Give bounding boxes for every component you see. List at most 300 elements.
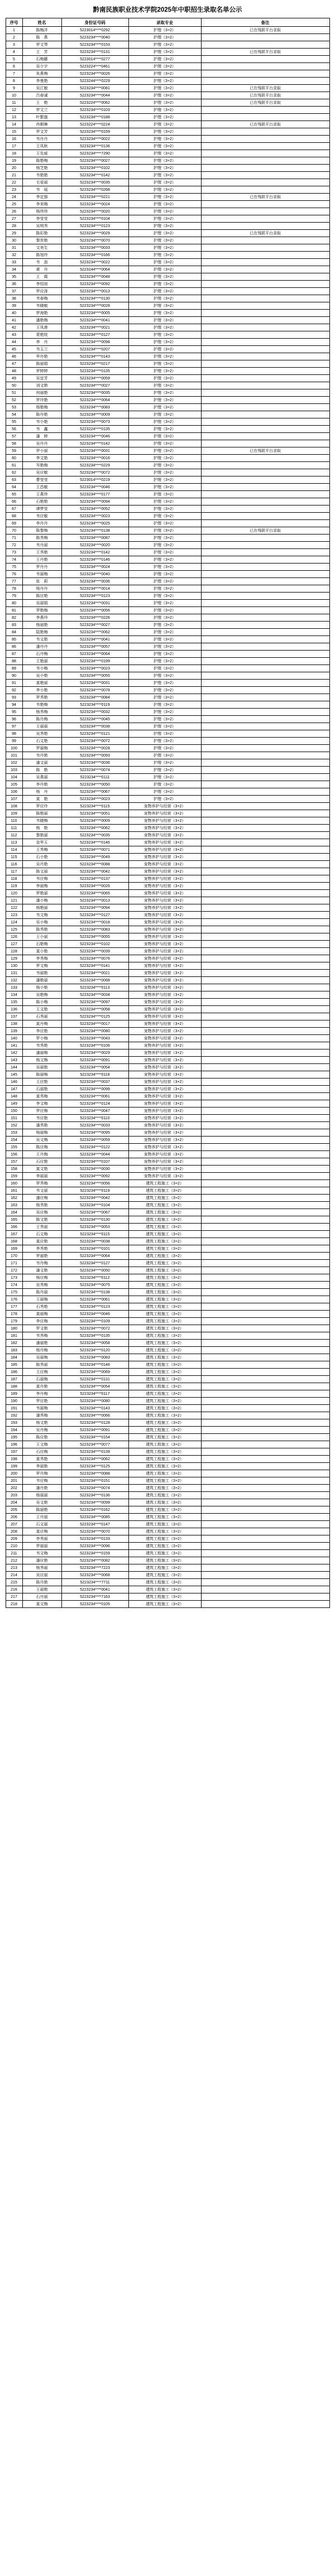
cell-note <box>201 128 329 136</box>
table-row <box>6 1543 329 1550</box>
cell-major: 护理（3+2） <box>128 215 201 223</box>
cell-name: 韦艳梅 <box>22 701 61 709</box>
cell-seq: 104 <box>6 774 22 781</box>
cell-seq: 40 <box>6 310 22 317</box>
table-row <box>6 1412 329 1419</box>
table-row <box>6 346 329 353</box>
cell-note <box>201 1224 329 1231</box>
cell-name: 陈 燕 <box>22 34 61 41</box>
cell-name: 王丹梅 <box>22 1151 61 1158</box>
cell-major: 护理（3+2） <box>128 128 201 136</box>
cell-note <box>201 687 329 694</box>
cell-id: 5223234****0042 <box>61 868 128 875</box>
cell-major: 护理（3+2） <box>128 796 201 803</box>
cell-id: 5223234****0033 <box>61 244 128 252</box>
cell-note <box>201 266 329 273</box>
cell-note <box>201 1448 329 1456</box>
cell-note <box>201 825 329 832</box>
cell-name: 王艳丽 <box>22 658 61 665</box>
cell-major: 宠物养护与经营（3+2） <box>128 933 201 941</box>
cell-id: 5223234****0130 <box>61 295 128 302</box>
cell-seq: 81 <box>6 607 22 614</box>
cell-seq: 15 <box>6 128 22 136</box>
cell-note <box>201 680 329 687</box>
table-row <box>6 875 329 883</box>
cell-note <box>201 1463 329 1470</box>
cell-name: 潘艳梅 <box>22 317 61 324</box>
table-row <box>6 302 329 310</box>
cell-name: 韦小梅 <box>22 665 61 672</box>
cell-note <box>201 1470 329 1477</box>
cell-name: 莫秀梅 <box>22 1093 61 1100</box>
cell-id: 5223234****0111 <box>61 774 128 781</box>
table-row <box>6 491 329 498</box>
cell-name: 韦丹丹 <box>22 136 61 143</box>
cell-major: 宠物养护与经营（3+2） <box>128 1071 201 1078</box>
cell-id: 5223234****0123 <box>61 223 128 230</box>
cell-note <box>201 136 329 143</box>
table-row <box>6 150 329 157</box>
cell-name: 陈丽梅 <box>22 1071 61 1078</box>
cell-id: 5223234****0053 <box>61 1224 128 1231</box>
cell-id: 5223234****0062 <box>61 825 128 832</box>
cell-name: 罗文梅 <box>22 962 61 970</box>
table-row <box>6 143 329 150</box>
cell-major: 护理（3+2） <box>128 136 201 143</box>
cell-seq: 100 <box>6 745 22 752</box>
cell-major: 护理（3+2） <box>128 27 201 34</box>
cell-note <box>201 1499 329 1506</box>
cell-note <box>201 774 329 781</box>
cell-id: 5223234****0074 <box>61 767 128 774</box>
cell-seq: 83 <box>6 622 22 629</box>
cell-major: 宠物养护与经营（3+2） <box>128 919 201 926</box>
table-row <box>6 527 329 535</box>
cell-id: 5223234****0096 <box>61 1543 128 1550</box>
cell-note <box>201 1137 329 1144</box>
cell-name: 金华玉 <box>22 839 61 846</box>
cell-name: 杨丽丽 <box>22 1492 61 1499</box>
cell-major: 建筑工程施工（3+2） <box>128 1593 201 1601</box>
cell-id: 5223234****0023 <box>61 665 128 672</box>
cell-name: 陈艳丽 <box>22 810 61 817</box>
cell-name: 李应艳 <box>22 1028 61 1035</box>
cell-note <box>201 1267 329 1274</box>
cell-major: 宠物养护与经营（3+2） <box>128 1049 201 1057</box>
cell-major: 建筑工程施工（3+2） <box>128 1209 201 1216</box>
cell-major: 建筑工程施工（3+2） <box>128 1296 201 1303</box>
cell-seq: 126 <box>6 933 22 941</box>
cell-major: 宠物养护与经营（3+2） <box>128 832 201 839</box>
cell-seq: 209 <box>6 1535 22 1543</box>
cell-major: 宠物养护与经营（3+2） <box>128 1129 201 1137</box>
cell-id: 5223234****0026 <box>61 70 128 78</box>
cell-note <box>201 498 329 505</box>
cell-major: 宠物养护与经营（3+2） <box>128 875 201 883</box>
cell-seq: 31 <box>6 244 22 252</box>
cell-note <box>201 955 329 962</box>
cell-name: 罗文兰 <box>22 107 61 114</box>
cell-id: 5223234****0119 <box>61 1187 128 1195</box>
cell-seq: 129 <box>6 955 22 962</box>
cell-id: 5223234****0009 <box>61 411 128 418</box>
table-row <box>6 854 329 861</box>
cell-name: 陈旭玲 <box>22 252 61 259</box>
cell-id: 5223234****0137 <box>61 875 128 883</box>
table-row <box>6 629 329 636</box>
cell-note <box>201 600 329 607</box>
cell-seq: 158 <box>6 1166 22 1173</box>
cell-note <box>201 933 329 941</box>
cell-name: 潘文艳 <box>22 1267 61 1274</box>
cell-name: 杨文梅 <box>22 1057 61 1064</box>
cell-name: 潘秀艳 <box>22 1122 61 1129</box>
cell-major: 建筑工程施工（3+2） <box>128 1412 201 1419</box>
table-row <box>6 484 329 491</box>
cell-name: 韦丹丽 <box>22 542 61 549</box>
cell-seq: 211 <box>6 1550 22 1557</box>
table-row <box>6 868 329 875</box>
cell-name: 莫丹梅 <box>22 1020 61 1028</box>
cell-id: 5223234****0031 <box>61 680 128 687</box>
cell-note <box>201 1506 329 1514</box>
cell-seq: 206 <box>6 1514 22 1521</box>
cell-seq: 175 <box>6 1289 22 1296</box>
cell-major: 护理（3+2） <box>128 389 201 397</box>
table-row <box>6 1296 329 1303</box>
cell-seq: 56 <box>6 426 22 433</box>
cell-major: 护理（3+2） <box>128 382 201 389</box>
cell-major: 宠物养护与经营（3+2） <box>128 1064 201 1071</box>
cell-major: 护理（3+2） <box>128 375 201 382</box>
cell-seq: 33 <box>6 259 22 266</box>
cell-name: 陈应艳 <box>22 593 61 600</box>
table-row <box>6 27 329 34</box>
table-row <box>6 1550 329 1557</box>
table-row <box>6 687 329 694</box>
cell-id: 5223234****0146 <box>61 556 128 564</box>
table-row <box>6 1601 329 1608</box>
table-row <box>6 324 329 331</box>
table-row <box>6 709 329 716</box>
cell-seq: 18 <box>6 150 22 157</box>
cell-major: 建筑工程施工（3+2） <box>128 1289 201 1296</box>
cell-seq: 197 <box>6 1448 22 1456</box>
table-row <box>6 578 329 585</box>
cell-major: 护理（3+2） <box>128 165 201 172</box>
cell-major: 护理（3+2） <box>128 426 201 433</box>
cell-name: 陈艳梅 <box>22 157 61 165</box>
cell-major: 建筑工程施工（3+2） <box>128 1470 201 1477</box>
cell-major: 护理（3+2） <box>128 49 201 56</box>
cell-major: 护理（3+2） <box>128 411 201 418</box>
cell-name: 韦丽梅 <box>22 1405 61 1412</box>
cell-id: 5223234****0080 <box>61 1028 128 1035</box>
cell-name: 杨丽梅 <box>22 1129 61 1137</box>
cell-note <box>201 564 329 571</box>
cell-seq: 35 <box>6 273 22 281</box>
cell-note <box>201 745 329 752</box>
cell-name: 王丽艳 <box>22 1586 61 1593</box>
cell-major: 宠物养护与经营（3+2） <box>128 1173 201 1180</box>
cell-major: 护理（3+2） <box>128 273 201 281</box>
cell-major: 护理（3+2） <box>128 360 201 368</box>
cell-note <box>201 1303 329 1311</box>
cell-seq: 55 <box>6 418 22 426</box>
cell-seq: 140 <box>6 1035 22 1042</box>
cell-id: 5223234****0207 <box>61 346 128 353</box>
cell-id: 5223234****0061 <box>61 1093 128 1100</box>
cell-id: 5223234****0055 <box>61 672 128 680</box>
cell-id: 5223234****0072 <box>61 1325 128 1332</box>
table-row <box>6 1463 329 1470</box>
cell-seq: 22 <box>6 179 22 186</box>
cell-name: 杨 艳 <box>22 825 61 832</box>
table-row <box>6 999 329 1006</box>
cell-seq: 53 <box>6 404 22 411</box>
cell-id: 5223224****0461 <box>61 63 128 70</box>
cell-note <box>201 426 329 433</box>
table-row <box>6 1115 329 1122</box>
cell-major: 宠物养护与经营（3+2） <box>128 1035 201 1042</box>
cell-major: 护理（3+2） <box>128 107 201 114</box>
cell-note <box>201 34 329 41</box>
cell-major: 护理（3+2） <box>128 527 201 535</box>
table-row <box>6 767 329 774</box>
cell-id: 5223234****0101 <box>61 1245 128 1253</box>
table-body <box>6 27 329 1608</box>
cell-name: 韦文艳 <box>22 636 61 643</box>
cell-seq: 39 <box>6 302 22 310</box>
cell-id: 5223234****0074 <box>61 1485 128 1492</box>
cell-id: 5223234****0044 <box>61 1151 128 1158</box>
cell-id: 5223234****0099 <box>61 1086 128 1093</box>
table-row <box>6 56 329 63</box>
column-header-major: 录取专业 <box>128 18 201 27</box>
cell-major: 护理（3+2） <box>128 157 201 165</box>
cell-major: 宠物养护与经营（3+2） <box>128 912 201 919</box>
cell-seq: 57 <box>6 433 22 440</box>
cell-seq: 20 <box>6 165 22 172</box>
cell-seq: 32 <box>6 252 22 259</box>
cell-major: 护理（3+2） <box>128 56 201 63</box>
table-row <box>6 179 329 186</box>
table-row <box>6 121 329 128</box>
cell-seq: 88 <box>6 658 22 665</box>
cell-name: 罗玲艳 <box>22 397 61 404</box>
cell-major: 建筑工程施工（3+2） <box>128 1463 201 1470</box>
cell-name: 李秀丽 <box>22 1535 61 1543</box>
table-row <box>6 556 329 564</box>
cell-note <box>201 788 329 796</box>
cell-seq: 95 <box>6 709 22 716</box>
cell-id: 5223234****0109 <box>61 1318 128 1325</box>
cell-name: 陈文丽 <box>22 868 61 875</box>
table-row <box>6 1398 329 1405</box>
cell-note <box>201 1550 329 1557</box>
cell-name: 吴秀艳 <box>22 730 61 738</box>
column-header-note: 备注 <box>201 18 329 27</box>
cell-note <box>201 1187 329 1195</box>
table-row <box>6 1071 329 1078</box>
cell-id: 5223234****0154 <box>61 1434 128 1441</box>
cell-major: 护理（3+2） <box>128 143 201 150</box>
cell-seq: 183 <box>6 1347 22 1354</box>
table-row <box>6 1448 329 1456</box>
cell-note <box>201 875 329 883</box>
cell-id: 5223234****0103 <box>61 107 128 114</box>
cell-seq: 194 <box>6 1427 22 1434</box>
cell-major: 护理（3+2） <box>128 433 201 440</box>
cell-note <box>201 375 329 382</box>
table-row <box>6 1318 329 1325</box>
cell-seq: 42 <box>6 324 22 331</box>
cell-major: 宠物养护与经营（3+2） <box>128 977 201 984</box>
cell-major: 建筑工程施工（3+2） <box>128 1557 201 1564</box>
cell-seq: 62 <box>6 469 22 476</box>
cell-name: 韦应梅 <box>22 1477 61 1485</box>
cell-note <box>201 1238 329 1245</box>
cell-major: 护理（3+2） <box>128 564 201 571</box>
cell-note <box>201 738 329 745</box>
cell-seq: 113 <box>6 839 22 846</box>
table-row <box>6 1456 329 1463</box>
table-row <box>6 368 329 375</box>
cell-note: 已在残联平台录取 <box>201 527 329 535</box>
cell-id: 5223234****0046 <box>61 433 128 440</box>
table-row <box>6 904 329 912</box>
cell-id: 5223234****0110 <box>61 1115 128 1122</box>
cell-name: 李定强 <box>22 194 61 201</box>
cell-name: 韦应敏 <box>22 513 61 520</box>
cell-id: 5223234****0037 <box>61 1078 128 1086</box>
cell-name: 韦艳艳 <box>22 172 61 179</box>
cell-seq: 121 <box>6 897 22 904</box>
cell-note <box>201 78 329 85</box>
cell-seq: 4 <box>6 49 22 56</box>
cell-id: 5223234****0023 <box>61 796 128 803</box>
cell-major: 建筑工程施工（3+2） <box>128 1332 201 1340</box>
cell-major: 建筑工程施工（3+2） <box>128 1180 201 1187</box>
cell-seq: 141 <box>6 1042 22 1049</box>
cell-name: 韦文梅 <box>22 1550 61 1557</box>
cell-name: 潘应艳 <box>22 1557 61 1564</box>
cell-seq: 170 <box>6 1253 22 1260</box>
cell-major: 护理（3+2） <box>128 317 201 324</box>
cell-note <box>201 723 329 730</box>
table-row <box>6 1311 329 1318</box>
cell-id: 5223234****0050 <box>61 1267 128 1274</box>
cell-name: 曹莹莹 <box>22 476 61 484</box>
cell-name: 罗秀梅 <box>22 1180 61 1187</box>
cell-note <box>201 1579 329 1586</box>
cell-id: 5223234****0104 <box>61 215 128 223</box>
cell-seq: 187 <box>6 1376 22 1383</box>
cell-major: 宠物养护与经营（3+2） <box>128 825 201 832</box>
cell-name: 韦小艳 <box>22 418 61 426</box>
cell-id: 5223234****0083 <box>61 1354 128 1361</box>
cell-note <box>201 1296 329 1303</box>
cell-seq: 60 <box>6 455 22 462</box>
cell-name: 杨应梅 <box>22 1274 61 1282</box>
cell-note <box>201 114 329 121</box>
cell-seq: 215 <box>6 1579 22 1586</box>
cell-id: 5223234****0020 <box>61 542 128 549</box>
cell-name: 杨秀艳 <box>22 1202 61 1209</box>
table-row <box>6 1086 329 1093</box>
cell-name: 韦晓敏 <box>22 302 61 310</box>
cell-note <box>201 440 329 447</box>
cell-seq: 90 <box>6 672 22 680</box>
cell-id: 5223234****0056 <box>61 1180 128 1187</box>
cell-seq: 29 <box>6 230 22 237</box>
cell-seq: 96 <box>6 716 22 723</box>
table-row <box>6 1528 329 1535</box>
table-row <box>6 1020 329 1028</box>
cell-name: 石秀丽 <box>22 1013 61 1020</box>
cell-major: 护理（3+2） <box>128 549 201 556</box>
cell-seq: 14 <box>6 121 22 128</box>
cell-note <box>201 368 329 375</box>
cell-id: 5223234****0042 <box>61 1195 128 1202</box>
cell-note <box>201 157 329 165</box>
cell-id: 5223234****0069 <box>61 1369 128 1376</box>
cell-note <box>201 962 329 970</box>
table-row <box>6 107 329 114</box>
table-row <box>6 1028 329 1035</box>
cell-seq: 101 <box>6 752 22 759</box>
cell-major: 护理（3+2） <box>128 41 201 49</box>
cell-name: 何丽艳 <box>22 389 61 397</box>
cell-seq: 77 <box>6 578 22 585</box>
cell-seq: 138 <box>6 1020 22 1028</box>
cell-id: 5223234****0136 <box>61 143 128 150</box>
table-row <box>6 455 329 462</box>
cell-note <box>201 999 329 1006</box>
cell-major: 建筑工程施工（3+2） <box>128 1448 201 1456</box>
cell-name: 石艳艳 <box>22 498 61 505</box>
cell-note <box>201 360 329 368</box>
table-row <box>6 651 329 658</box>
cell-note <box>201 339 329 346</box>
cell-id: 5223234****0065 <box>61 890 128 897</box>
cell-major: 宠物养护与经营（3+2） <box>128 1086 201 1093</box>
cell-name: 叶繁旗 <box>22 114 61 121</box>
cell-major: 护理（3+2） <box>128 353 201 360</box>
cell-seq: 166 <box>6 1224 22 1231</box>
cell-name: 文美生 <box>22 244 61 252</box>
cell-note <box>201 593 329 600</box>
cell-note <box>201 1477 329 1485</box>
cell-major: 护理（3+2） <box>128 70 201 78</box>
cell-id: 5223234****0159 <box>61 128 128 136</box>
table-row <box>6 883 329 890</box>
cell-note <box>201 1427 329 1434</box>
cell-note <box>201 1035 329 1042</box>
cell-note <box>201 1260 329 1267</box>
cell-note <box>201 484 329 491</box>
cell-major: 宠物养护与经营（3+2） <box>128 970 201 977</box>
cell-seq: 103 <box>6 767 22 774</box>
table-row <box>6 716 329 723</box>
table-row <box>6 114 329 121</box>
cell-name: 王凤秋 <box>22 143 61 150</box>
cell-major: 宠物养护与经营（3+2） <box>128 904 201 912</box>
cell-major: 护理（3+2） <box>128 767 201 774</box>
cell-seq: 198 <box>6 1456 22 1463</box>
cell-seq: 204 <box>6 1499 22 1506</box>
cell-name: 罗小梅 <box>22 1035 61 1042</box>
